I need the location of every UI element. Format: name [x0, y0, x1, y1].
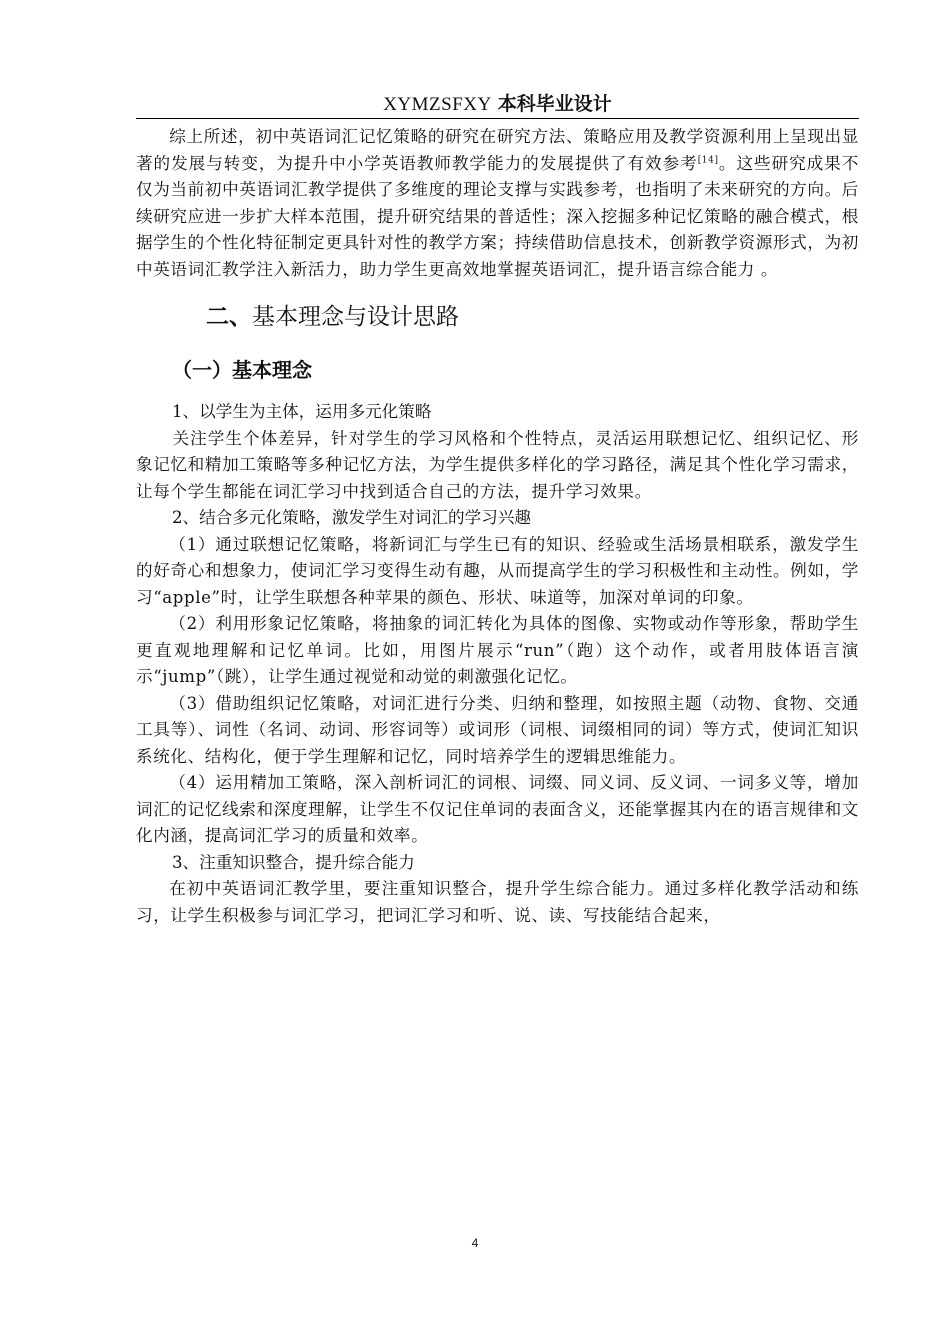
point-3-paragraph: 在初中英语词汇教学里，要注重知识整合，提升学生综合能力。通过多样化教学活动和练习，让学生积极参与词汇学习，把词汇学习和听、说、读、写技能结合起来，	[136, 879, 859, 925]
point-2-paragraph-3: （3）借助组织记忆策略，对词汇进行分类、归纳和整理，如按照主题（动物、食物、交通工具等）、词性（名词、动词、形容词等）或词形（词根、词缀相同的词）等方式，使词汇知识系统化、结构化，便于学生理解和记忆，同时培养学生的逻辑思维能力。	[136, 693, 859, 766]
point-1-paragraph: 关注学生个体差异，针对学生的学习风格和个性特点，灵活运用联想记忆、组织记忆、形象记忆和精加工策略等多种记忆方法，为学生提供多样化的学习路径，满足其个性化学习需求，让每个学生都能在词汇学习中找到适合自己的方法，提升学习效果。	[136, 428, 859, 501]
section-heading	[136, 283, 859, 341]
intro-text-part1: 综上所述，初中英语词汇记忆策略的研究在研究方法、策略应用及教学资源利用上呈现出显著的发展与转变，为提升中小学英语教师教学能力的发展提供了有效参考	[136, 127, 859, 173]
header-rule	[136, 118, 859, 119]
subsection-heading: （一）基本理念	[172, 358, 312, 382]
citation: [14]	[697, 154, 719, 165]
point-2-paragraph-1: （1）通过联想记忆策略，将新词汇与学生已有的知识、经验或生活场景相联系，激发学生的好奇心和想象力，使词汇学习变得生动有趣，从而提高学生的学习积极性和主动性。例如，学习“apple”时，让学生联想各种苹果的颜色、形状、味道等，加深对单词的印象。	[136, 534, 859, 607]
page-number: 4	[471, 1236, 479, 1250]
point-2-paragraph-4: （4）运用精加工策略，深入剖析词汇的词根、词缀、同义词、反义词、一词多义等，增加词汇的记忆线索和深度理解，让学生不仅记住单词的表面含义，还能掌握其内在的语言规律和文化内涵，提高词汇学习的质量和效率。	[136, 773, 859, 845]
point-heading-1: 1、以学生为主体，运用多元化策略	[172, 402, 432, 421]
running-header	[136, 92, 859, 117]
header-code: XYMZSFXY	[383, 94, 492, 115]
section-title: 基本理念与设计思路	[252, 304, 459, 330]
point-heading-3: 3、注重知识整合，提升综合能力	[172, 852, 415, 872]
intro-text-part2: 。这些研究成果不仅为当前初中英语词汇教学提供了多维度的理论支撑与实践参考，也指明了未来研究的方向。后续研究应进一步扩大样本范围，提升研究结果的普适性；深入挖掘多种记忆策略的融合模式，根据学生的个性化特征制定更具针对性的教学方案；持续借助信息技术，创新教学资源形式，为初中英语词汇教学注入新活力，助力学生更高效地掌握英语词汇，提升语言综合能力 。	[136, 153, 859, 279]
section-number: 二、	[206, 304, 252, 330]
intro-paragraph	[136, 124, 859, 283]
point-heading-2: 2、结合多元化策略，激发学生对词汇的学习兴趣	[172, 508, 532, 527]
point-2-paragraph-2: （2）利用形象记忆策略，将抽象的词汇转化为具体的图像、实物或动作等形象，帮助学生更直观地理解和记忆单词。比如，用图片展示“run”（跑）这个动作，或者用肢体语言演示“jump”（跳），让学生通过视觉和动觉的刺激强化记忆。	[136, 614, 859, 686]
page-body	[136, 124, 859, 929]
header-title: 本科毕业设计	[497, 93, 612, 115]
